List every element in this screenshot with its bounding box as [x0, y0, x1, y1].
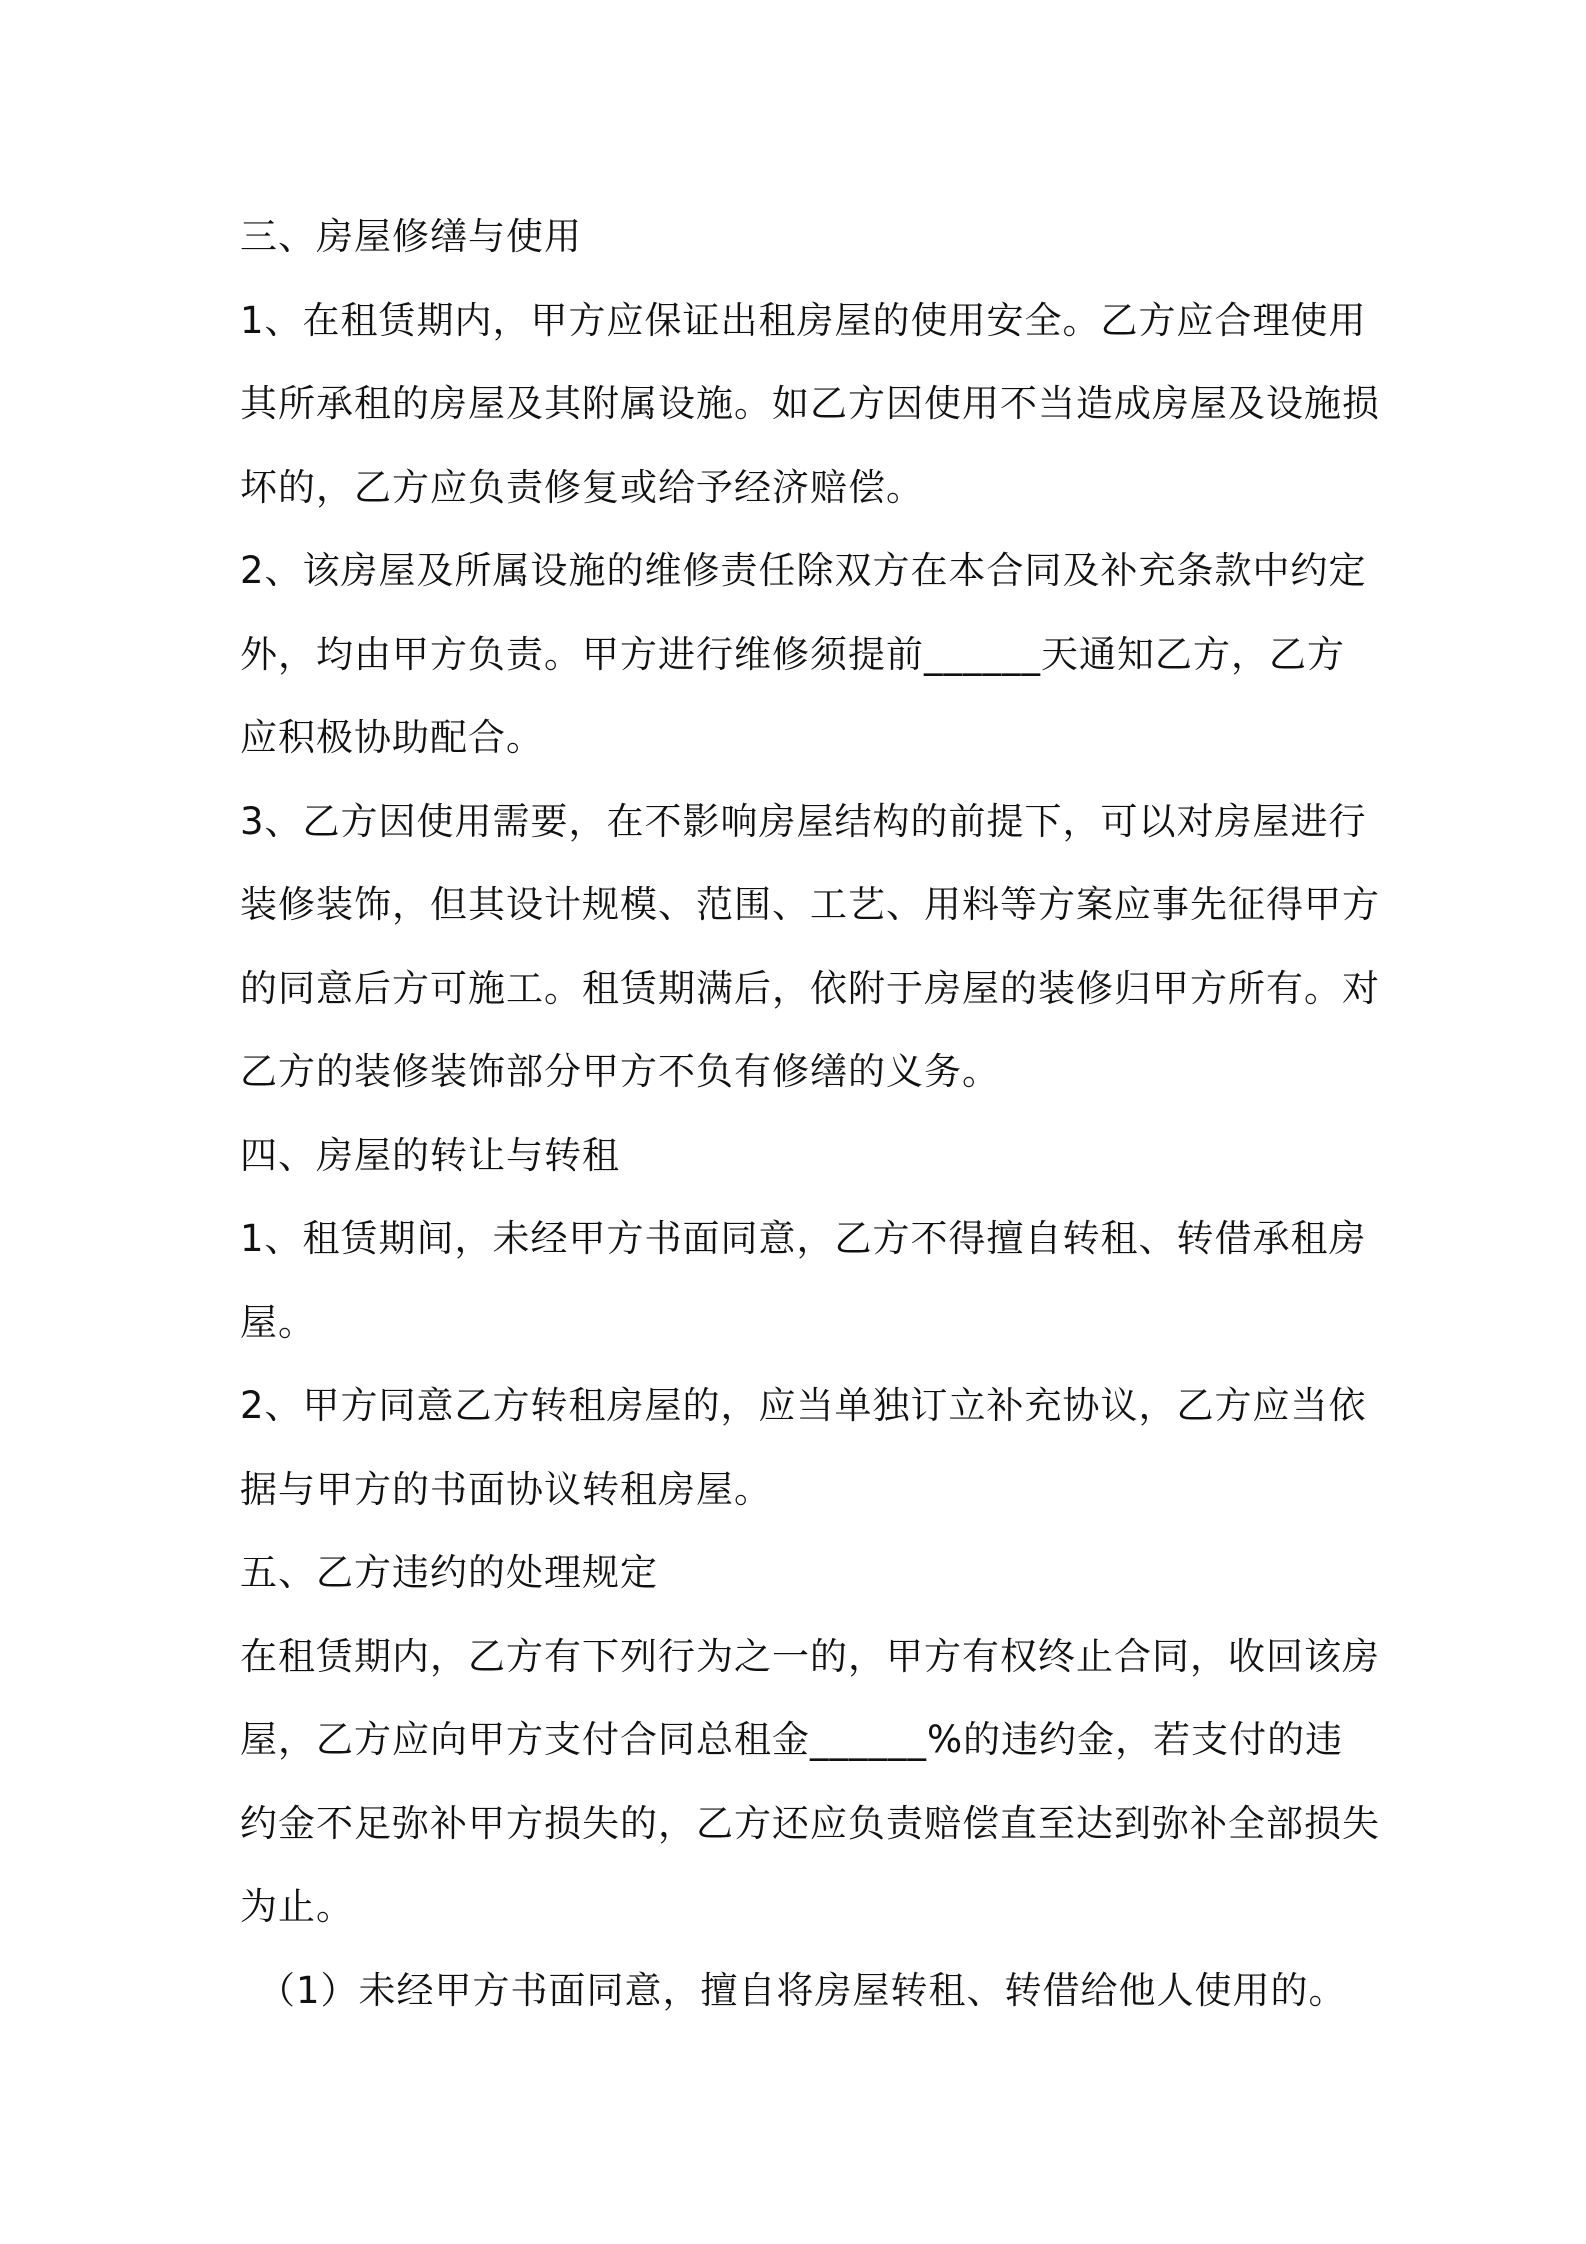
paragraph-line: 为止。 [240, 1885, 354, 1928]
paragraph-line: 2、该房屋及所属设施的维修责任除双方在本合同及补充条款中约定 [240, 549, 1367, 592]
paragraph-line: 1、租赁期间，未经甲方书面同意，乙方不得擅自转租、转借承租房 [240, 1217, 1367, 1260]
paragraph-line: 2、甲方同意乙方转租房屋的，应当单独订立补充协议，乙方应当依 [240, 1384, 1367, 1427]
paragraph-line: 装修装饰，但其设计规模、范围、工艺、用料等方案应事先征得甲方 [240, 883, 1380, 926]
paragraph-line: 应积极协助配合。 [240, 716, 544, 759]
paragraph-line: 屋，乙方应向甲方支付合同总租金______%的违约金，若支付的违 [240, 1718, 1344, 1761]
paragraph-line: 约金不足弥补甲方损失的，乙方还应负责赔偿直至达到弥补全部损失 [240, 1801, 1380, 1845]
paragraph-line: 屋。 [240, 1300, 316, 1344]
paragraph-line: 乙方的装修装饰部分甲方不负有修缮的义务。 [240, 1050, 1000, 1093]
paragraph-line: 其所承租的房屋及其附属设施。如乙方因使用不当造成房屋及设施损 [240, 382, 1380, 425]
paragraph-line: 坏的，乙方应负责修复或给予经济赔偿。 [240, 465, 924, 509]
paragraph-line: 外，均由甲方负责。甲方进行维修须提前______天通知乙方，乙方 [240, 632, 1345, 676]
paragraph-line: 1、在租赁期内，甲方应保证出租房屋的使用安全。乙方应合理使用 [240, 298, 1367, 342]
paragraph-line: 3、乙方因使用需要，在不影响房屋结构的前提下，可以对房屋进行 [240, 799, 1367, 843]
section-heading: 三、房屋修缮与使用 [240, 215, 582, 258]
section-heading: 五、乙方违约的处理规定 [240, 1551, 658, 1594]
paragraph-line: 据与甲方的书面协议转租房屋。 [240, 1467, 772, 1511]
list-item: （1）未经甲方书面同意，擅自将房屋转租、转借给他人使用的。 [258, 1968, 1347, 2012]
paragraph-line: 在租赁期内，乙方有下列行为之一的，甲方有权终止合同，收回该房 [240, 1634, 1380, 1678]
section-heading: 四、房屋的转让与转租 [240, 1133, 620, 1177]
paragraph-line: 的同意后方可施工。租赁期满后，依附于房屋的装修归甲方所有。对 [240, 966, 1380, 1010]
document-body [240, 195, 1380, 2032]
